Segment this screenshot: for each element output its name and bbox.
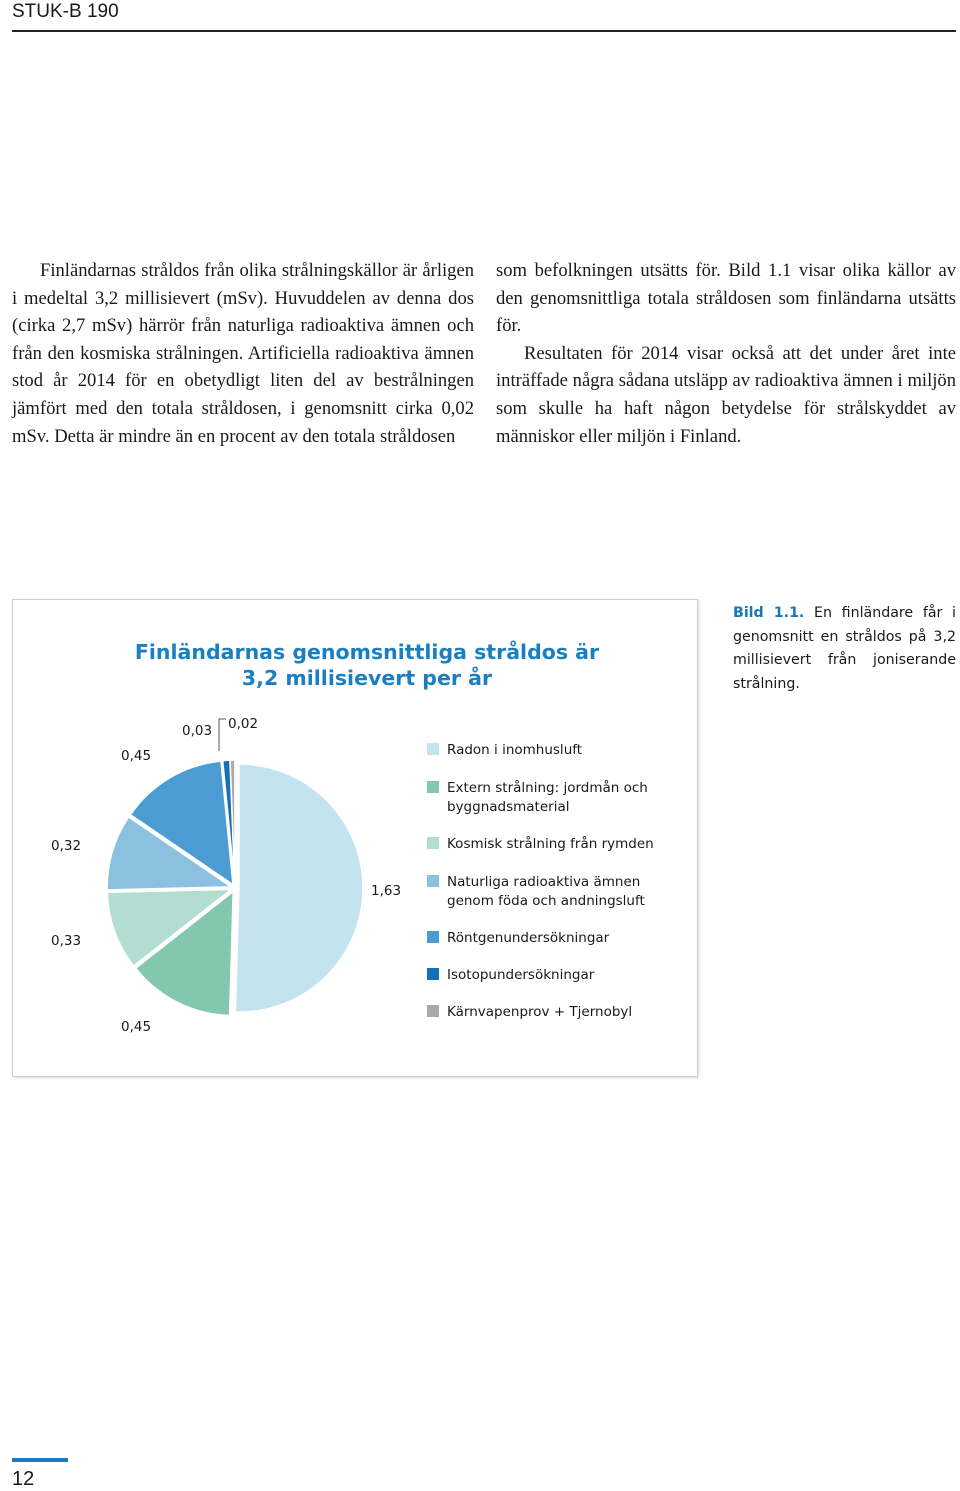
body-column-left xyxy=(12,257,474,450)
legend-swatch xyxy=(427,1005,439,1017)
legend-swatch xyxy=(427,931,439,943)
chart-title-line-2: 3,2 millisievert per år xyxy=(241,666,493,690)
caption-text: En finländare får i genomsnitt en stråldos på 3,2 millisievert från joniserande strålning. xyxy=(733,605,956,692)
slice-value-label: 1,63 xyxy=(371,883,402,899)
label-leader-line xyxy=(219,719,226,751)
legend-swatch xyxy=(427,743,439,755)
caption-label: Bild 1.1. xyxy=(733,605,805,621)
slice-value-label: 0,03 xyxy=(182,723,213,739)
legend-label: Radon i inomhusluft xyxy=(447,742,583,758)
legend-label: Kärnvapenprov + Tjernobyl xyxy=(447,1004,633,1020)
slice-value-label: 0,02 xyxy=(228,716,259,732)
legend-label-line-2: genom föda och andningsluft xyxy=(447,893,645,909)
legend-label: Röntgenundersökningar xyxy=(447,930,610,946)
figure-caption xyxy=(733,602,956,696)
pie-chart xyxy=(13,600,697,1076)
pie-slices xyxy=(107,760,363,1016)
pie-slice xyxy=(235,764,363,1012)
figure-chart-box xyxy=(12,599,698,1077)
chart-title-line-1: Finländarnas genomsnittliga stråldos är xyxy=(134,640,600,664)
page-number: 12 xyxy=(12,1468,35,1490)
legend-label: Isotopundersökningar xyxy=(447,967,595,983)
legend-label: Kosmisk strålning från rymden xyxy=(447,836,654,852)
legend-label: Naturliga radioaktiva ämnen xyxy=(447,874,641,890)
body-paragraph: Resultaten för 2014 visar också att det under året inte inträffade några sådana utsläpp av radioaktiva ämnen i miljön som skulle ha haft någon betydelse för strålskyddet av människor eller miljön i Finland. xyxy=(496,342,956,447)
legend-swatch xyxy=(427,968,439,980)
legend-swatch xyxy=(427,875,439,887)
chart-legend xyxy=(427,742,654,1020)
legend-label: Extern strålning: jordmån och xyxy=(447,780,648,796)
legend-swatch xyxy=(427,781,439,793)
legend-label-line-2: byggnadsmaterial xyxy=(447,799,570,815)
slice-value-label: 0,45 xyxy=(121,748,152,764)
page-header xyxy=(12,0,956,32)
slice-value-label: 0,45 xyxy=(121,1019,152,1035)
slice-value-label: 0,32 xyxy=(51,838,82,854)
slice-value-label: 0,33 xyxy=(51,933,82,949)
page-number-rule xyxy=(12,1458,68,1462)
legend-swatch xyxy=(427,837,439,849)
body-paragraph: som befolkningen utsätts för. Bild 1.1 visar olika källor av den genomsnittliga totala stråldosen som finländarna utsätts för. xyxy=(496,260,956,337)
body-column-right xyxy=(496,257,956,450)
report-id: STUK-B 190 xyxy=(12,1,119,22)
body-paragraph: Finländarnas stråldos från olika strålningskällor är årligen i medeltal 3,2 millisievert (mSv). Huvuddelen av denna dos (cirka 2,7 mSv) härrör från naturliga radioaktiva ämnen och från den kosmiska strålningen. Artificiella radioaktiva ämnen stod år 2014 för en obetydligt liten del av bestrålningen jämfört med den totala stråldosen, i genomsnitt cirka 0,02 mSv. Detta är mindre än en procent av den totala stråldosen xyxy=(12,260,474,447)
